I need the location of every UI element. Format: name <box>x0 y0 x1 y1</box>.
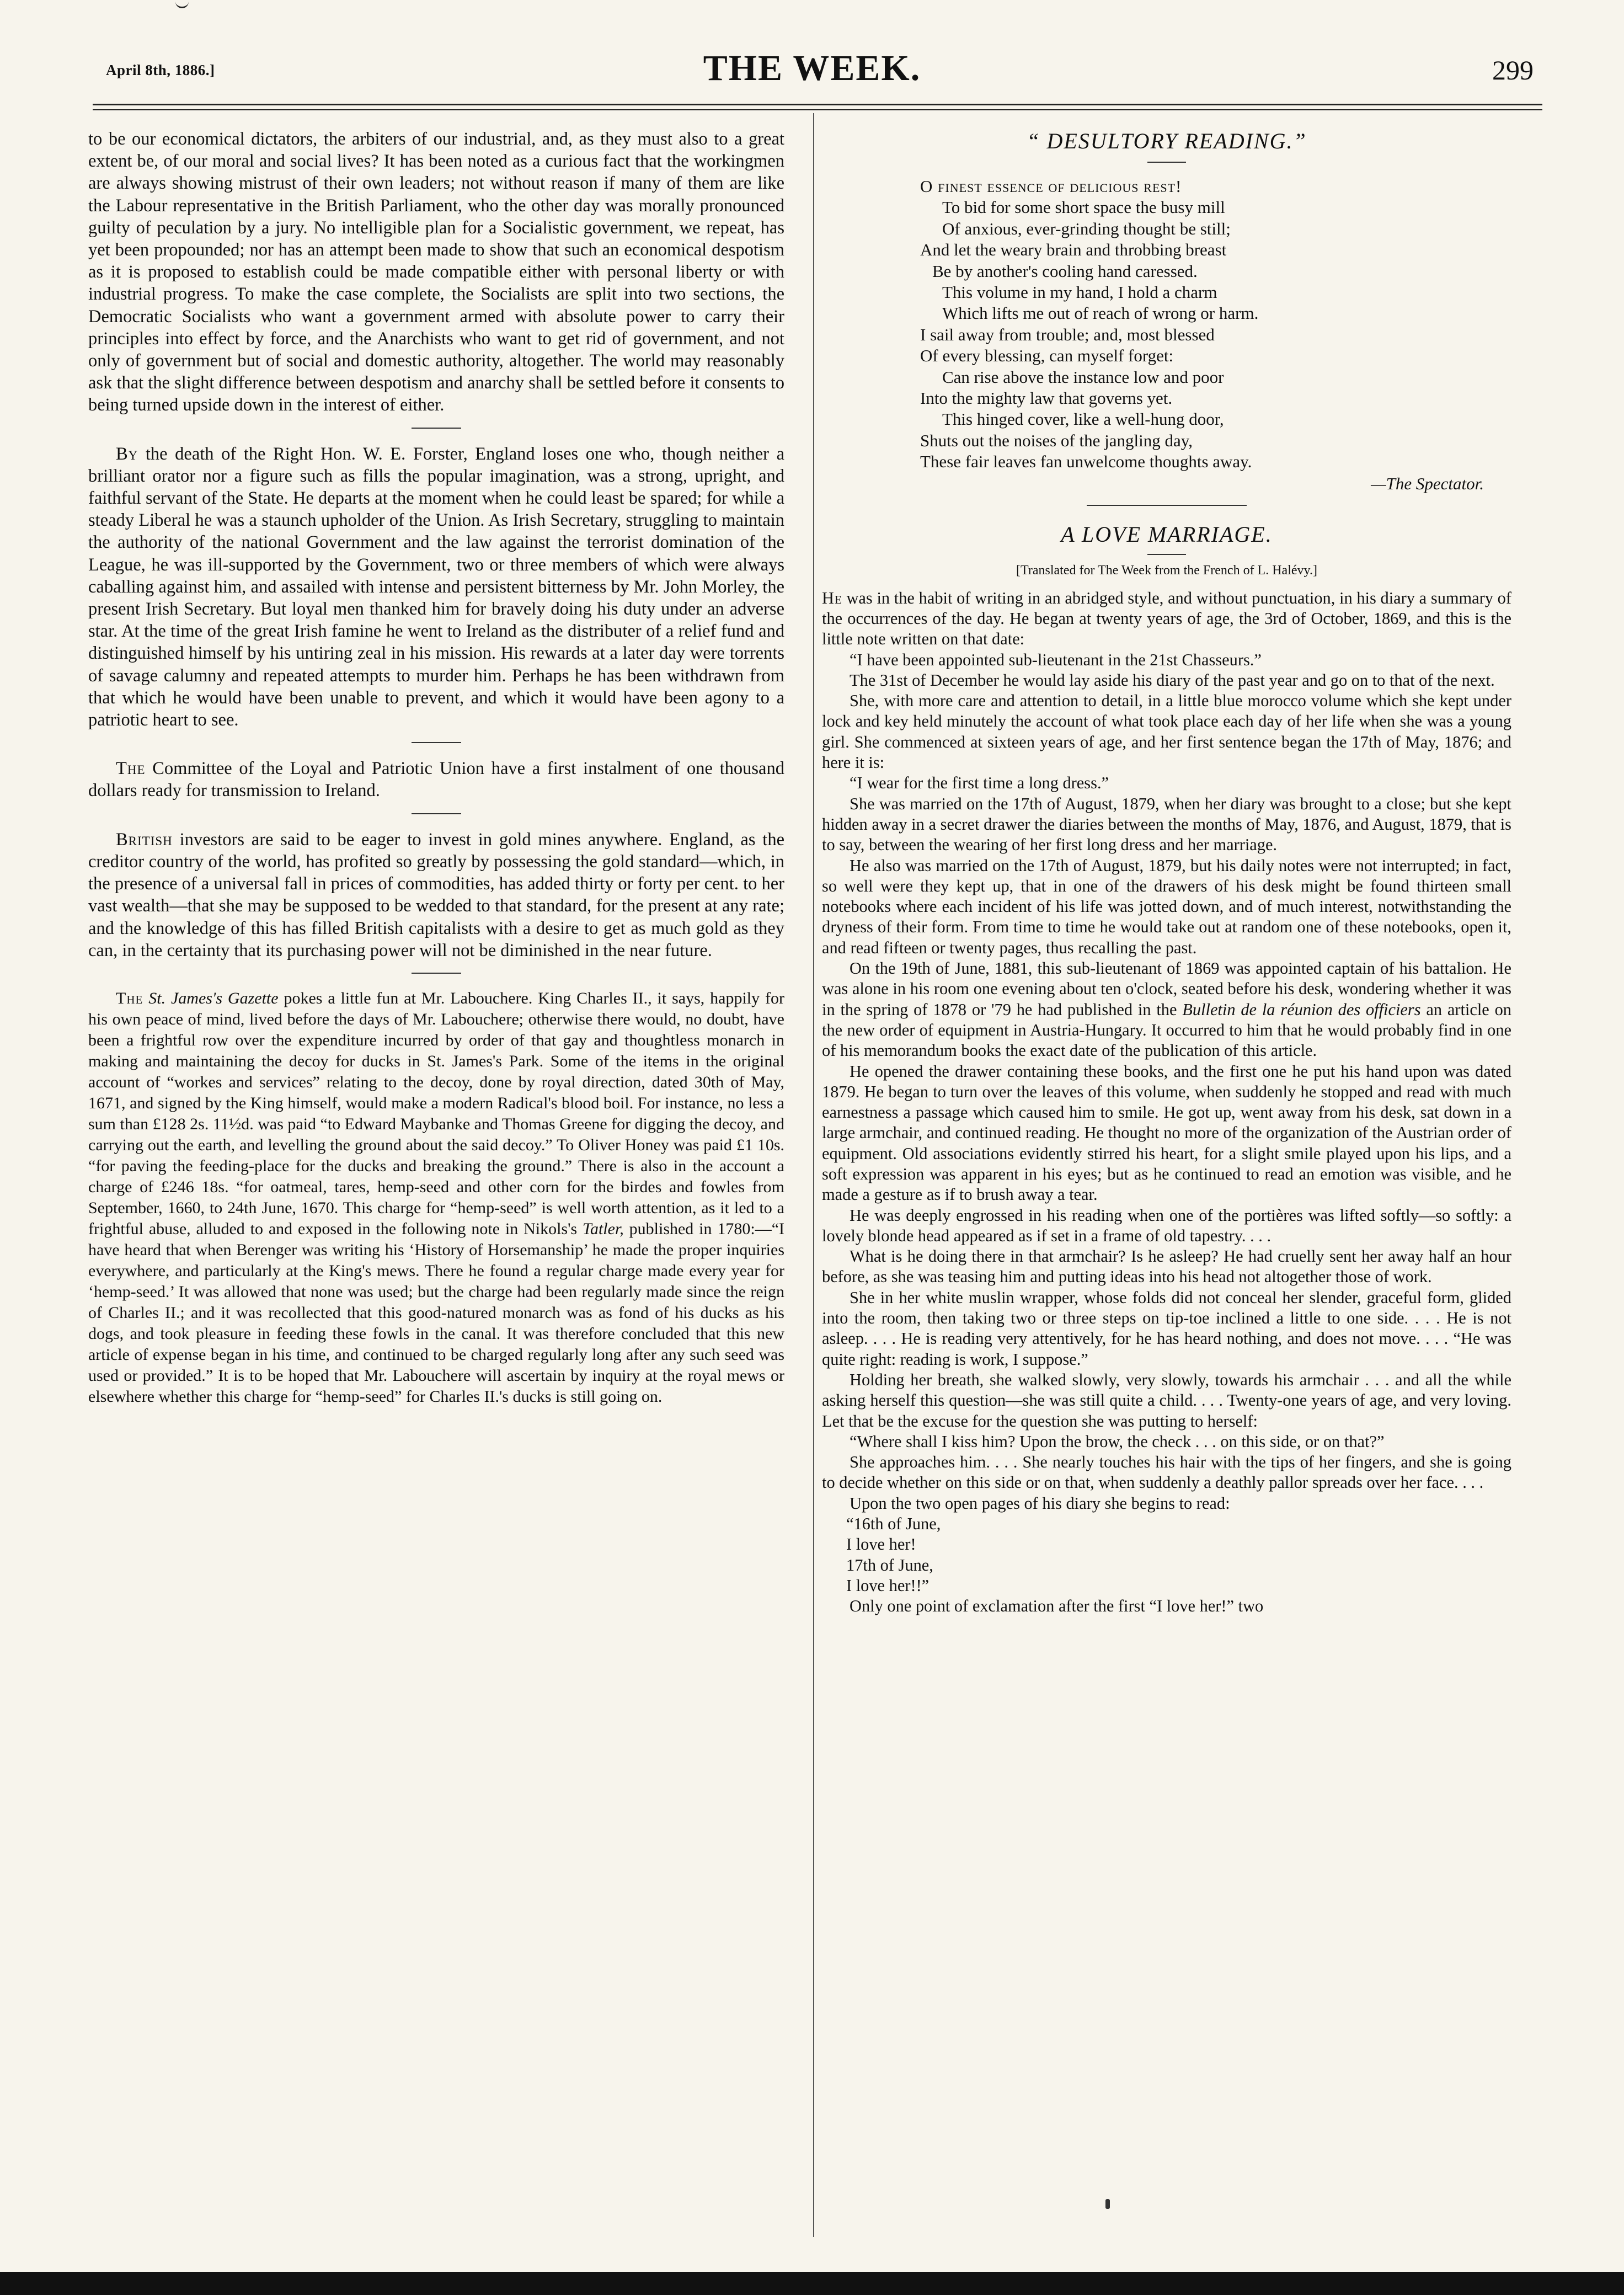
title-rule <box>1147 554 1186 555</box>
ink-mark <box>175 0 189 8</box>
story-paragraph: Upon the two open pages of his diary she begins to read: <box>850 1493 1230 1513</box>
story-paragraph <box>822 588 1511 650</box>
paragraph-text: pokes a little fun at Mr. Labouchere. King Charles II., it says, happily for his own peace of mind, lived before the days of Mr. Labouchere; otherwise there would, no doubt, have been a frightful row over the expenditure incurred by order of that gay and thoughtless monarch in making and maintaining the decoy for ducks in St. James's Park. Some of the items in the original account of “workes and services” relating to the decoy, done by royal direction, dated 30th of May, 1671, and signed by the King himself, would make a modern Radical's blood boil. For instance, no less a sum than £128 2s. 11½d. was paid “to Edward Maybanke and Thomas Greene for digging the decoy, and carrying out the earth, and levelling the ground about the said decoy.” To Oliver Honey was paid £1 10s. “for paving the feeding-place for the ducks and breaking the ground.” There is also in the account a charge of £246 18s. “for oatmeal, tares, hemp-seed and other corn for the birdes and fowles from September, 1660, to 24th June, 1670. This charge for “hemp-seed” is well worth attention, as it led to a frightful abuse, alluded to and exposed in the following note in Nikols's <box>88 989 785 1238</box>
story-paragraph: He opened the drawer containing these books, and the first one he put his hand upon was dated 1879. He began to turn over the leaves of this volume, when suddenly he stopped and read with much earnestness a passage which caused him to smile. He got up, went away from his desk, sat down in a large armchair, and continued reading. He thought no more of the organization of the Austrian order of equipment. Old associations evidently stirred his heart, for a slight smile played upon his lips, and a soft expression was apparent in his eyes; but as he continued to read an emotion was visible, and he made a gesture as if to brush away a tear. <box>822 1061 1511 1204</box>
poem-line: Can rise above the instance low and poor <box>942 367 1224 387</box>
paragraph-text: Committee of the Loyal and Patriotic Union have a first instalment of one thousand dollars ready for transmission to Ireland. <box>88 759 784 801</box>
poem-line: Of every blessing, can myself forget: <box>920 346 1174 366</box>
paragraph-text: published in 1780:—“I have heard that when Berenger was writing his ‘History of Horsemanship’ he made the proper inquiries everywhere, and particularly at the King's mews. There he found a regular charge made every year for ‘hemp-seed.’ It was allowed that none was used; but the charge had been regularly made since the reign of Charles II.; and it was recollected that this good-natured monarch was as fond of his ducks as his dogs, and took pleasure in feeding these fowls in the canal. It was therefore concluded that this new article of expense began in his time, and continued to be charged regularly long after any such seed was used or provided.” It is to be hoped that Mr. Labouchere will ascertain by inquiry at the royal mews or elsewhere whether this charge for “hemp-seed” for Charles II.'s ducks is still going on. <box>88 1219 784 1406</box>
page-number: 299 <box>1492 55 1534 86</box>
poem-attribution: —The Spectator. <box>1371 473 1484 493</box>
section-separator <box>412 973 461 974</box>
section-separator <box>412 813 461 814</box>
story-quote: “I wear for the first time a long dress.” <box>850 773 1109 793</box>
story-paragraph: Only one point of exclamation after the first “I love her!” two <box>850 1597 1264 1616</box>
left-column <box>88 128 784 1407</box>
poem-line <box>920 176 1511 197</box>
socialism-paragraph: to be our economical dictators, the arbiters of our industrial, and, as they must also to a great extent be, of our moral and social lives? It has been noted as a curious fact that the workingmen are always showing mistrust of their own leaders; not without reason if many of them are like the Labour representative in the British Parliament, who the other day was morally pronounced guilty of peculation by a jury. No intelligible plan for a Socialistic government, we repeat, has yet been propounded; nor has an attempt been made to show that such an economical despotism as it is proposed to establish could be made compatible either with personal liberty or with industrial progress. To make the case complete, the Socialists are split into two sections, the Democratic Socialists who want a government armed with absolute power to carry their principles into effect by force, and the Anarchists who want to get rid of government, and not only of government but of social and domestic authority, altogether. The world may reasonably ask that the slight difference between despotism and anarchy shall be settled before it consents to being turned upside down in the interest of either. <box>88 129 784 415</box>
labouchere-paragraph <box>88 988 784 1407</box>
paragraph-text: On the 19th of June, 1881, this sub-lieutenant of 1869 was appointed captain of his battalion. He was alone in his room one evening about ten o'clock, seated before his desk, wondering whether it was in the spring of 1878 or '79 he had published in the <box>822 959 1511 1019</box>
title-rule <box>1147 162 1186 163</box>
story-quote: “I have been appointed sub-lieutenant in the 21st Chasseurs.” <box>850 650 1262 669</box>
paragraph-text: investors are said to be eager to invest in gold mines anywhere. England, as the creditor country of the world, has profited so greatly by possessing the gold standard—which, in the presence of a universal fall in prices of commodities, has added thirty or forty per cent. to her vast wealth—that she may be supposed to be wedded to that standard, for the present at any rate; and the knowledge of this has filled British capitalists with a desire to get as much gold as they can, in the certainty that its purchasing power will not be diminished in the near future. <box>88 829 784 960</box>
paragraph-text <box>143 989 148 1007</box>
poem-line: Into the mighty law that governs yet. <box>920 388 1173 408</box>
lead-word: By <box>116 444 138 464</box>
right-column <box>822 128 1511 1617</box>
story-paragraph: He also was married on the 17th of August, 1879, but his daily notes were not interrupted; in fact, so well were they kept up, that in one of the drawers of his desk might be found thirteen small notebooks where each incident of his life was jotted down, and of much interest, notwithstanding the dryness of their form. From time to time he would take out at random one of these notebooks, open it, and read fifteen or twenty pages, thus recalling the past. <box>822 856 1511 957</box>
section-separator <box>1087 505 1247 506</box>
story-paragraph: Holding her breath, she walked slowly, very slowly, towards his armchair . . . and all the while asking herself this question—she was still quite a child. . . . Twenty-one years of age, and very loving. Let that be the excuse for the question she was putting to herself: <box>822 1370 1511 1431</box>
publication-name: Tatler, <box>583 1219 624 1238</box>
paragraph-text: was in the habit of writing in an abridged style, and without punctuation, in his diary a summary of the occurrences of the day. He began at twenty years of age, the 3rd of October, 1869, and this is the little note written on that date: <box>822 588 1511 649</box>
issue-date: April 8th, 1886.] <box>106 62 215 78</box>
publication-name: Bulletin de la réunion des officiers <box>1182 1000 1421 1019</box>
lead-word: British <box>116 829 173 850</box>
poem-line: These fair leaves fan unwelcome thoughts away. <box>920 452 1252 472</box>
paragraph-text: the death of the Right Hon. W. E. Forster, England loses one who, though neither a brilliant orator nor a figure such as fills the popular imagination, was a strong, upright, and faithful servant of the State. He departs at the moment when he could least be spared; for while a steady Liberal he was a staunch upholder of the Union. As Irish Secretary, struggling to maintain the authority of the national Government and the law against the terrorist domination of the League, he was ill-supported by the Government, two or three members of which were always caballing against him, and assailed with intense and persistent bitterness by Mr. John Morley, the present Irish Secretary. But loyal men thanked him for bravely doing his duty under an adverse star. At the time of the great Irish famine he went to Ireland as the distributer of a relief fund and distinguished himself by his untiring zeal in his mission. His rewards at a later day were torrents of savage calumny and repeated attempts to murder him. Perhaps he has been withdrawn from that which he would have been unable to prevent, and which it would have been agony to a patriotic heart to see. <box>88 444 784 730</box>
section-separator <box>412 742 461 743</box>
diary-entry <box>822 1514 1511 1596</box>
translation-note: [Translated for The Week from the French of L. Halévy.] <box>1016 563 1317 578</box>
poem-line: This volume in my hand, I hold a charm <box>942 282 1217 302</box>
poem-line: Be by another's cooling hand caressed. <box>932 261 1198 281</box>
diary-line: 17th of June, <box>846 1555 933 1575</box>
poem-line: To bid for some short space the busy mill <box>942 198 1225 217</box>
paragraph-text: an article on the new order of equipment in Austria-Hungary. It occurred to him that he would probably find in one of his memorandum books the exact date of the publication of this article. <box>822 1000 1511 1060</box>
poem-line: Of anxious, ever-grinding thought be still; <box>942 218 1231 238</box>
union-paragraph <box>88 757 784 802</box>
masthead-title: THE WEEK. <box>703 48 921 88</box>
story-paragraph: The 31st of December he would lay aside his diary of the past year and go on to that of the next. <box>850 670 1495 690</box>
story-paragraph: She, with more care and attention to detail, in a little blue morocco volume which she kept under lock and key held minutely the account of what took place each day of her life when she was a young girl. She commenced at sixteen years of age, and her first sentence began the 17th of May, 1876; and here it is: <box>822 691 1511 772</box>
scan-edge <box>0 2272 1624 2295</box>
gold-paragraph <box>88 829 784 962</box>
story-paragraph: She in her white muslin wrapper, whose folds did not conceal her slender, graceful form, glided into the room, then taking two or three steps on tip-toe inclined a little to one side. . . . He is not asleep. . . . He is reading very attentively, for he has heard nothing, and does not move. . . . “He was quite right: reading is work, I suppose.” <box>822 1288 1511 1369</box>
poem-line: Shuts out the noises of the jangling day, <box>920 430 1193 450</box>
header-rule <box>93 104 1542 105</box>
poem-body <box>822 174 1511 473</box>
lead-word: The <box>116 759 146 779</box>
story-paragraph: What is he doing there in that armchair? Is he asleep? He had cruelly sent her away half an hour before, as she was teasing him and putting ideas into his head not altogether those of work. <box>822 1247 1511 1287</box>
publication-name: St. James's Gazette <box>148 989 279 1007</box>
lead-word: He <box>822 588 842 607</box>
story-paragraph: She approaches him. . . . She nearly touches his hair with the tips of her fingers, and she is going to decide whether on this side or on that, when suddenly a deathly pallor spreads over her face. . . . <box>822 1453 1511 1492</box>
story-quote: “Where shall I kiss him? Upon the brow, the check . . . on this side, or on that?” <box>850 1432 1385 1451</box>
poem-line-text: O finest essence of delicious rest! <box>920 177 1182 196</box>
column-divider <box>813 113 814 2237</box>
story-title: A LOVE MARRIAGE. <box>1061 521 1273 547</box>
diary-line: I love her! <box>846 1535 916 1554</box>
story-paragraph: He was deeply engrossed in his reading when one of the portières was lifted softly—so softly: a lovely blonde head appeared as if set in a frame of old tapestry. . . . <box>822 1205 1511 1245</box>
poem-line: I sail away from trouble; and, most blessed <box>920 324 1215 344</box>
forster-paragraph <box>88 443 784 732</box>
section-separator <box>412 428 461 429</box>
poem-line: Which lifts me out of reach of wrong or harm. <box>942 303 1259 323</box>
diary-line: I love her!!” <box>846 1576 929 1595</box>
lead-word: The <box>116 989 143 1007</box>
ink-speck <box>1105 2199 1110 2209</box>
story-paragraph <box>822 958 1511 1061</box>
diary-line: “16th of June, <box>846 1514 941 1534</box>
poem-title: “ DESULTORY READING.” <box>1027 129 1307 153</box>
story-paragraph: She was married on the 17th of August, 1879, when her diary was brought to a close; but she kept hidden away in a secret drawer the diaries between the months of May, 1876, and August, 1879, that is to say, between the wearing of her first long dress and her marriage. <box>822 794 1511 855</box>
poem-line: And let the weary brain and throbbing breast <box>920 240 1227 260</box>
header-rule-lower <box>93 109 1542 110</box>
poem-line: This hinged cover, like a well-hung door, <box>942 409 1224 429</box>
